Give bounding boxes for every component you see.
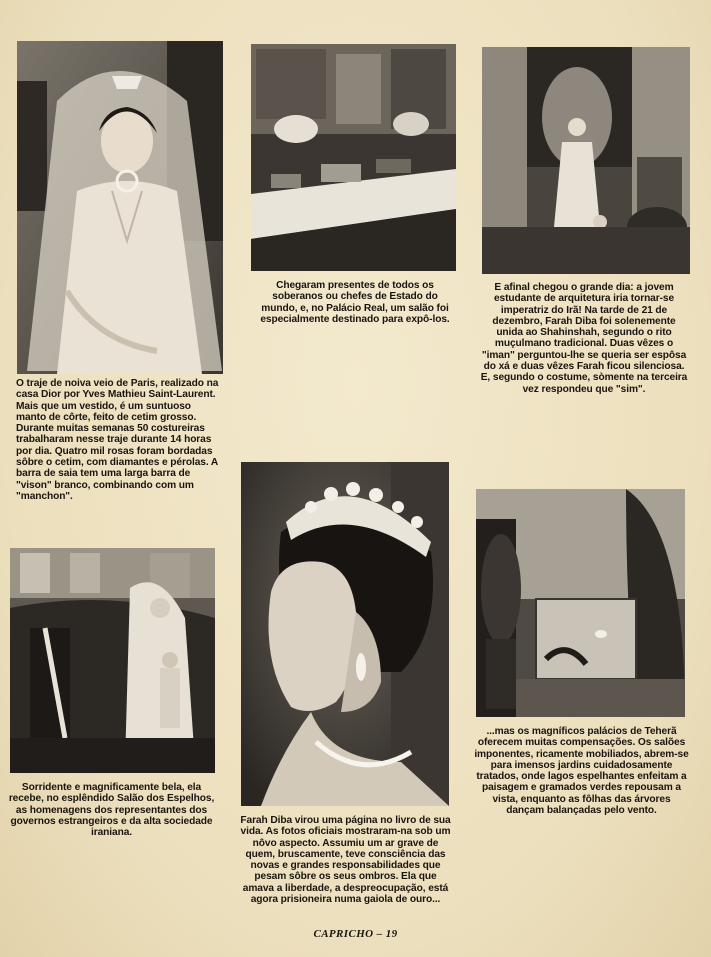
photo-hall-of-mirrors-reception (10, 548, 215, 773)
gifts-photo-illustration (251, 44, 456, 271)
caption-palaces: ...mas os magníficos palácios de Teherã oferecem muitas compensações. Os salões imponentes, ricamente mobiliados, abrem-se para imensos jardins cuidadosamente tratados, onde lagos espelhantes enfeitam a paisagem e gramados verdes repousam a vista, enquanto as fôlhas das árvores dançam balançadas pelo vento. (474, 726, 689, 817)
photo-palace-garden-lake (476, 489, 685, 717)
reception-photo-illustration (10, 548, 215, 773)
magazine-name: CAPRICHO (313, 928, 374, 940)
bride-photo-illustration (17, 41, 223, 374)
caption-hall-of-mirrors: Sorridente e magnificamente bela, ela recebe, no esplêndido Salão dos Espelhos, as homenagens dos representantes dos governos estrangeiros e da alta sociedade iraniana. (8, 782, 215, 839)
footer-separator: – (373, 928, 386, 940)
garden-photo-illustration (476, 489, 685, 717)
photo-bride-in-dior-gown (17, 41, 223, 374)
photo-farah-diba-portrait-tiara (241, 462, 449, 806)
caption-gifts: Chegaram presentes de todos os soberanos ou chefes de Estado do mundo, e, no Palácio Real, um salão foi especialmente destinado para expô-los. (260, 280, 450, 325)
caption-portrait: Farah Diba virou uma página no livro de sua vida. As fotos oficiais mostraram-na sob um nôvo aspecto. Assumiu um ar grave de quem, bruscamente, teve consciência das novas e grandes responsabilidades que pesam sôbre os seus ombros. Ela que amava a liberdade, a despreocupação, está agora prisioneira numa gaiola de ouro... (240, 815, 451, 906)
caption-bridal-dress: O traje de noiva veio de Paris, realizado na casa Dior por Yves Mathieu Saint-Laurent. Mais que um vestido, é um suntuoso manto de côrte, feito de cetim grosso. Durante muitas semanas 50 costureiras trabalharam nesse traje durante 14 horas por dia. Quatro mil rosas foram bordadas sôbre o cetim, com diamantes e pérolas. A barra de saia tem uma larga barra de "vison" branco, combinando com um "manchon". (16, 378, 219, 502)
ceremony-photo-illustration (482, 47, 690, 274)
photo-wedding-ceremony (482, 47, 690, 274)
caption-ceremony: E afinal chegou o grande dia: a jovem estudante de arquitetura iria tornar-se imperatriz do Irã! Na tarde de 21 de dezembro, Farah Diba foi solenemente unida ao Shahinshah, segundo o rito muçulmano tradicional. Duas vêzes o "iman" perguntou-lhe se queria ser espôsa do xá e duas vêzes Farah ficou silenciosa. E, segundo o costume, sòmente na terceira vez respondeu que "sim". (480, 282, 688, 395)
portrait-photo-illustration (241, 462, 449, 806)
page-footer (0, 928, 711, 940)
page-number: 19 (385, 928, 398, 940)
photo-gifts-exhibition-room (251, 44, 456, 271)
